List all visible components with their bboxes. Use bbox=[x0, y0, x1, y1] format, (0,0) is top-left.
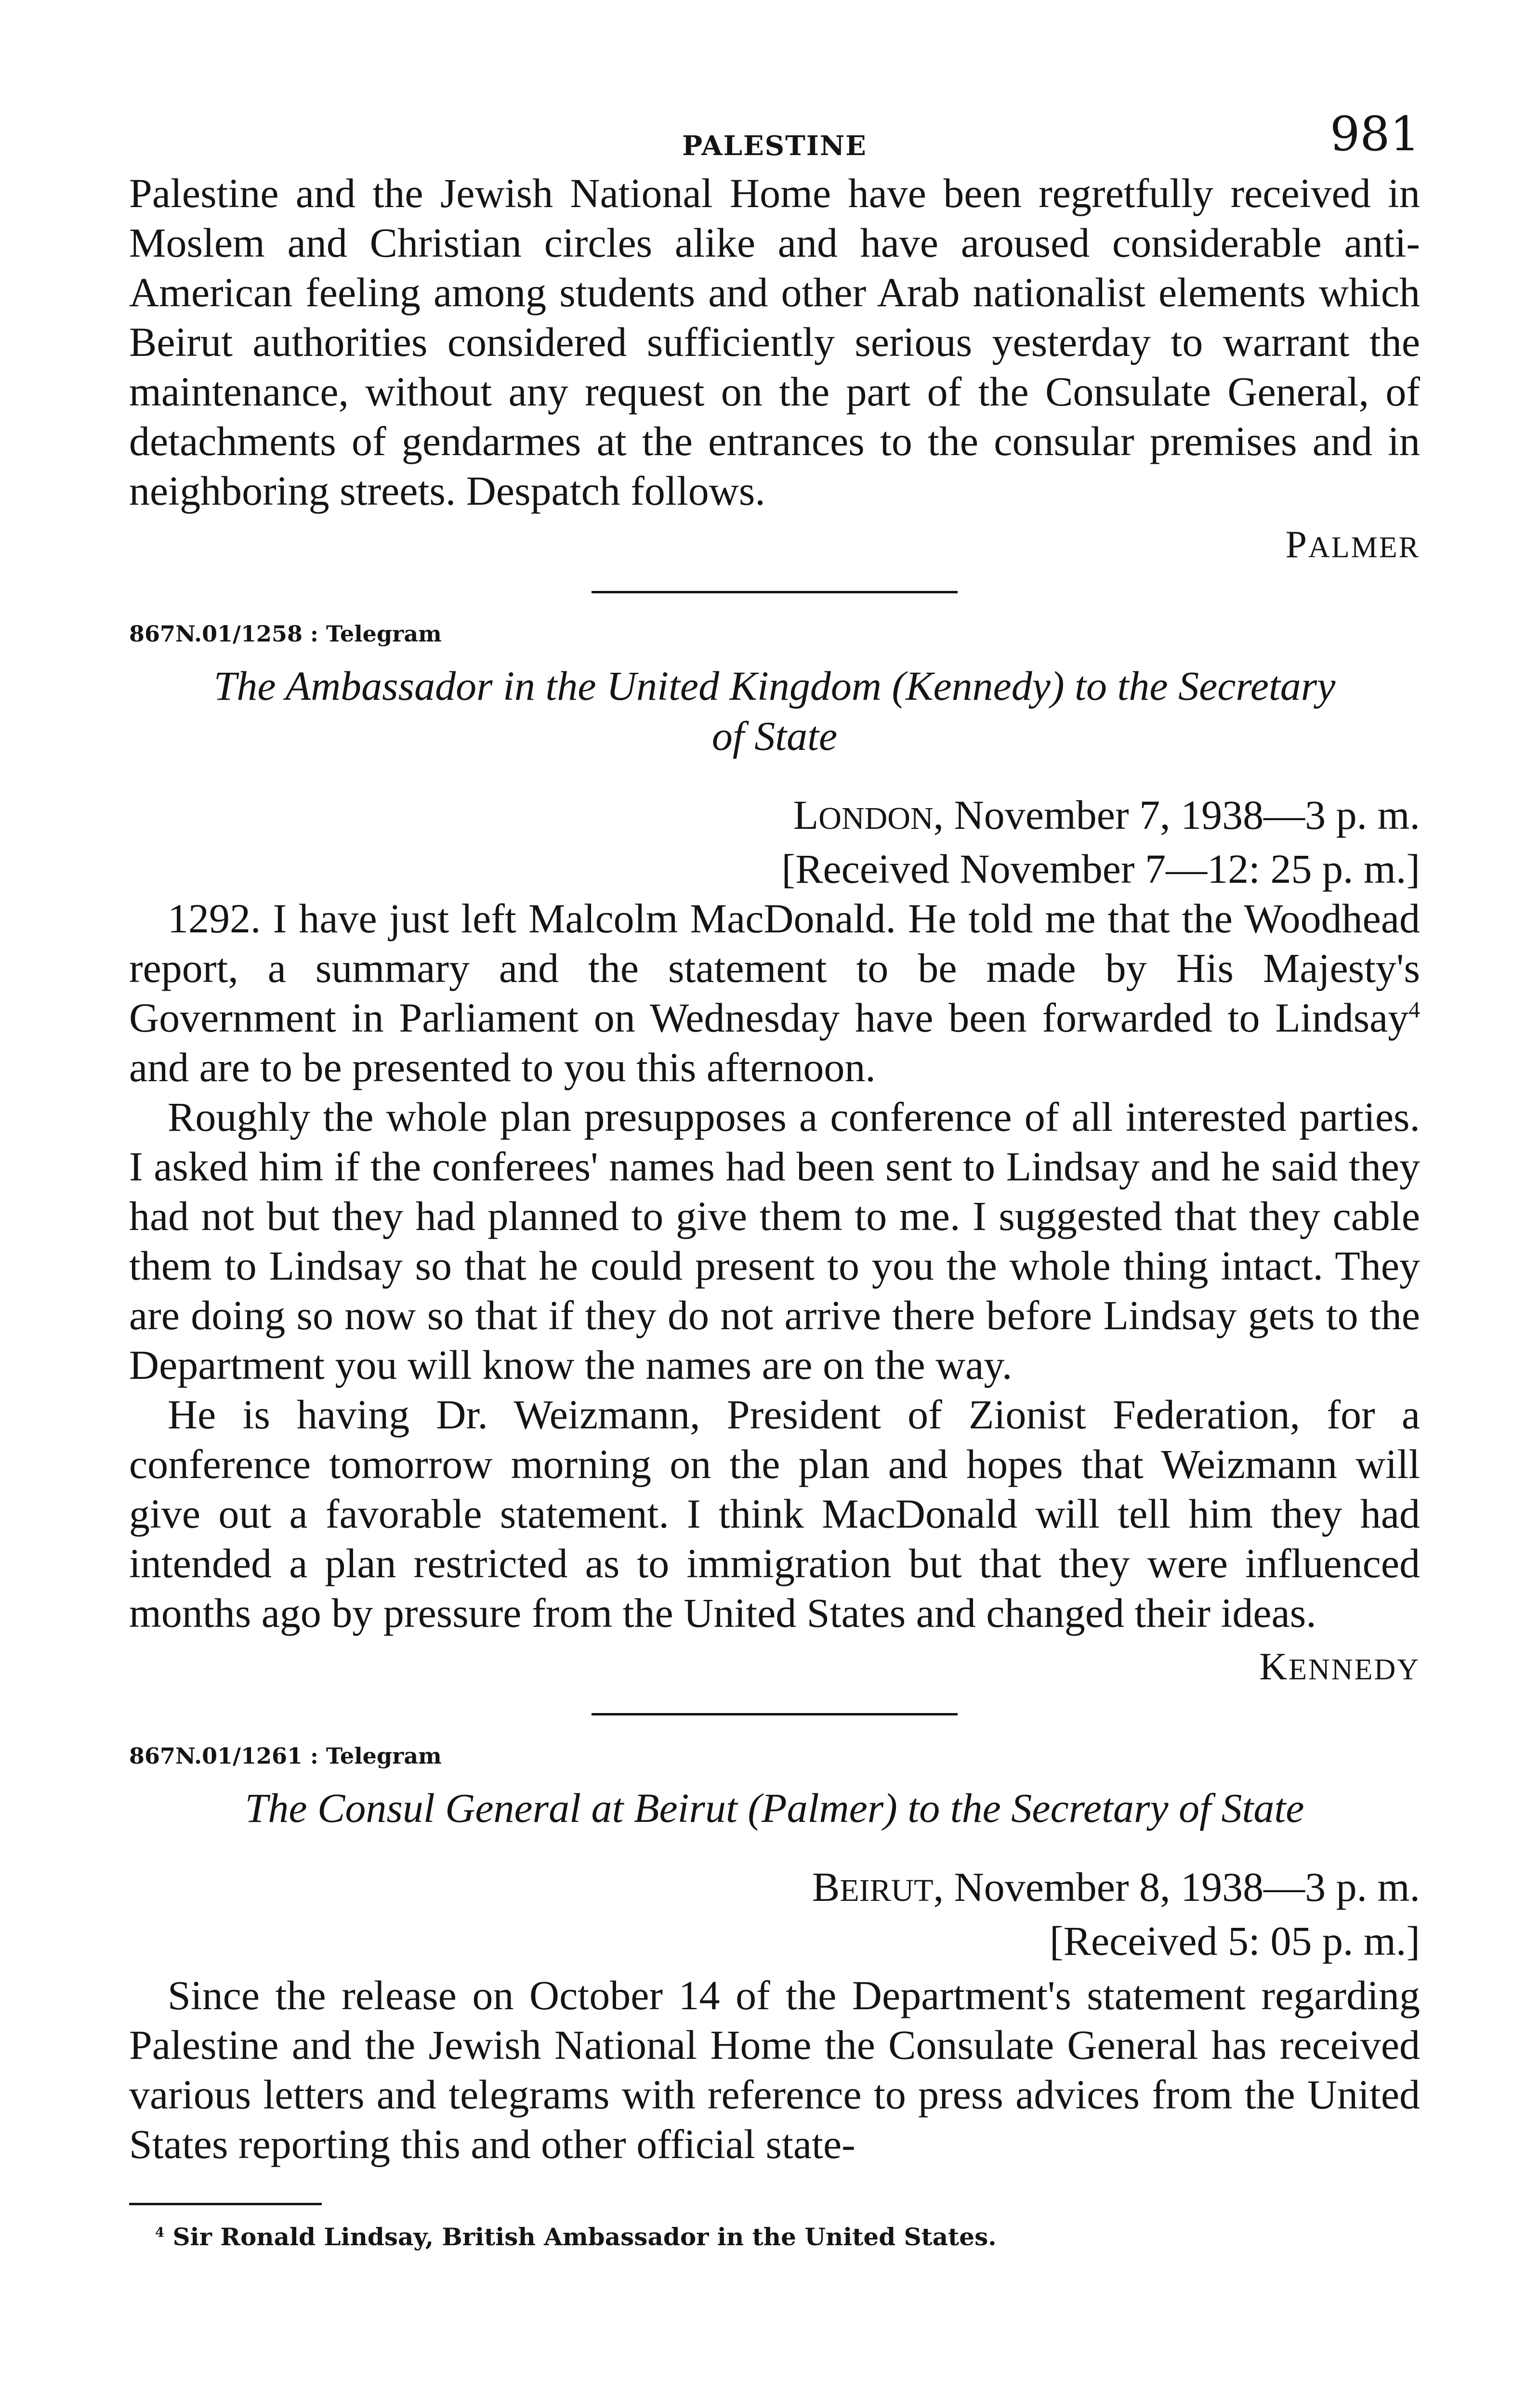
signature-kennedy bbox=[129, 1643, 1420, 1694]
document-page bbox=[129, 107, 1420, 2252]
paragraph-text: and are to be presented to you this afternoon. bbox=[129, 1044, 876, 1090]
telegram-paragraph: Since the release on October 14 of the Department's statement regarding Palestine and the Jewish National Home the Consulate General has received various letters and telegrams with reference to press advices from the United States reporting this and other official state- bbox=[129, 1972, 1420, 2167]
dateline bbox=[129, 1862, 1420, 1966]
telegram-paragraph: He is having Dr. Weizmann, President of Zionist Federation, for a conference tomorrow morning on the plan and hopes that Weizmann will give out a favorable statement. I think MacDonald will tell him they had intended a plan restricted as to immigration but that they were influenced months ago by pressure from the United States and changed their ideas. bbox=[129, 1391, 1420, 1636]
document-title-line: The Ambassador in the United Kingdom (Kennedy) to the Secretary bbox=[213, 663, 1336, 709]
dateline bbox=[129, 790, 1420, 894]
signature-initial: K bbox=[1259, 1646, 1289, 1688]
dateline-place-initial: B bbox=[812, 1864, 840, 1910]
telegram-paragraph: Roughly the whole plan presupposes a conference of all interested parties. I asked him if the conferees' names had been sent to Lindsay and he said they had not but they had planned to give them to me. I suggested that they cable them to Lindsay so that he could present to you the whole thing intact. They are doing so now so that if they do not arrive there before Lindsay gets to the Department you will know the names are on the way. bbox=[129, 1094, 1420, 1388]
file-reference: 867N.01/1261 : Telegram bbox=[129, 1743, 442, 1769]
document-title-line: of State bbox=[711, 713, 838, 759]
signature-initial: P bbox=[1285, 523, 1308, 566]
footnote-marker: 4 bbox=[155, 2225, 165, 2240]
page-number: 981 bbox=[1329, 107, 1420, 162]
signature-palmer bbox=[129, 521, 1420, 572]
dateline-place-smallcaps: EIRUT bbox=[840, 1873, 934, 1908]
file-reference: 867N.01/1258 : Telegram bbox=[129, 621, 442, 647]
footnote-reference: 4 bbox=[1408, 997, 1420, 1023]
running-title: PALESTINE bbox=[682, 130, 867, 162]
received-line: [Received 5: 05 p. m.] bbox=[1049, 1918, 1420, 1964]
footnote-text: Sir Ronald Lindsay, British Ambassador in the United States. bbox=[164, 2223, 997, 2251]
document-title: The Consul General at Beirut (Palmer) to the Secretary of State bbox=[245, 1785, 1304, 1831]
dateline-place-initial: L bbox=[793, 792, 819, 838]
dateline-date: , November 7, 1938—3 p. m. bbox=[933, 792, 1420, 838]
signature-smallcaps: ALMER bbox=[1308, 531, 1420, 564]
telegram-paragraph bbox=[129, 894, 1420, 1092]
paragraph-text: 1292. I have just left Malcolm MacDonald. He told me that the Woodhead report, a summary and the statement to be made by His Majesty's Government in Parliament on Wednesday have been forwarded to Lindsay bbox=[129, 895, 1420, 1041]
document-title bbox=[129, 661, 1420, 761]
dateline-date: , November 8, 1938—3 p. m. bbox=[933, 1864, 1420, 1910]
footnote bbox=[129, 2222, 1420, 2252]
dateline-place-smallcaps: ONDON bbox=[818, 801, 934, 836]
signature-smallcaps: ENNEDY bbox=[1289, 1653, 1420, 1686]
continuation-paragraph: Palestine and the Jewish National Home have been regretfully received in Moslem and Christian circles alike and have aroused considerable anti-American feeling among students and other Arab nationalist elements which Beirut authorities considered sufficiently serious yesterday to warrant the maintenance, without any request on the part of the Consulate General, of detachments of gendarmes at the entrances to the consular premises and in neighboring streets. Despatch follows. bbox=[129, 170, 1420, 514]
received-line: [Received November 7—12: 25 p. m.] bbox=[781, 846, 1420, 892]
running-head bbox=[129, 107, 1420, 169]
